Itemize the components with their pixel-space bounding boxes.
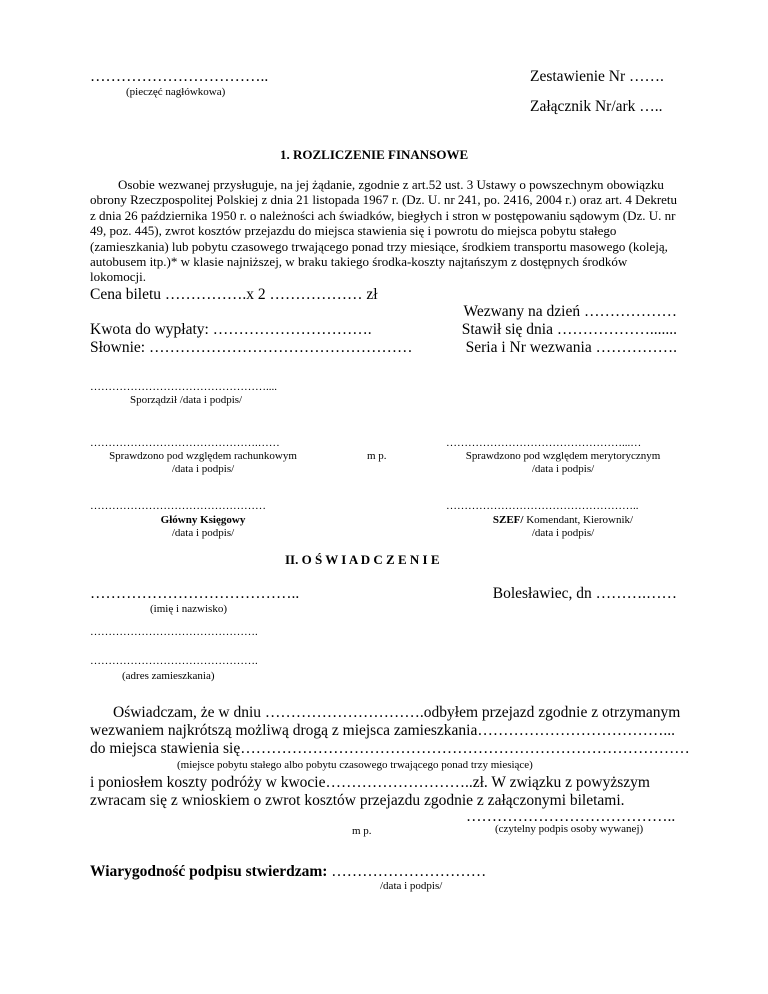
miejsce-label: (miejsce pobytu stałego albo pobytu czasowego trwającego ponad trzy miesiące) [177,759,533,771]
zestawienie-number: Zestawienie Nr ……. [530,68,664,85]
merytorycznie-dots: …………………………………………...… [446,437,642,449]
address-dots-2: ………………………………………. [90,655,258,667]
oswiadczam-line-1: Oświadczam, że w dniu ………………………….odbyłem przejazd zgodnie z otrzymanym [113,704,681,721]
zalacznik-number: Załącznik Nr/ark ….. [530,98,663,115]
stawil-sie-dnia: Stawił się dnia ………………....... [461,321,677,338]
oswiadczam-line-2: wezwaniem najkrótszą możliwą drogą z miejsca zamieszkania………………………………... [90,722,675,739]
szef-label [446,514,680,526]
szef-label-bold: SZEF/ [492,514,524,526]
wiarygodnosc-data-label: /data i podpis/ [380,880,443,892]
section2-title: II. O Ś W I A D C Z E N I E [285,552,440,567]
sporzadzil-label: Sporządził /data i podpis/ [130,394,243,406]
merytorycznie-data-label: /data i podpis/ [531,463,595,475]
name-label: (imię i nazwisko) [150,603,227,615]
signature-label: (czytelny podpis osoby wywanej) [495,823,644,835]
wiarygodnosc-line [90,863,486,881]
mp-stamp-2: m p. [352,825,372,837]
stamp-label: (pieczęć nagłówkowa) [126,86,226,98]
szef-data-label: /data i podpis/ [531,527,595,539]
poniosl-line-2: zwracam się z wnioskiem o zwrot kosztów przejazdu zgodnie z załączonymi biletami. [90,792,625,809]
poniosl-line-1: i poniosłem koszty podróży w kwocie………………………..zł. W związku z powyższym [90,774,650,791]
sporzadzil-dots: ………………………………………….... [90,381,277,393]
szef-label-rest: Komendant, Kierownik/ [523,514,634,526]
seria-nr-wezwania: Seria i Nr wezwania ……………. [465,339,677,356]
stamp-dots: …………………………….. [90,68,269,85]
ksiegowy-dots: ………………………………………… [90,500,266,512]
szef-dots: …………………………………………….. [446,500,639,512]
ksiegowy-label: Główny Księgowy [160,514,246,526]
place-date: Bolesławiec, dn ……….…… [492,585,677,602]
name-dots: ………………………………….. [90,585,300,602]
cena-biletu: Cena biletu …………….x 2 ……………… zł [90,286,378,303]
slownie: Słownie: …………………………………………… [90,339,413,356]
address-dots-1: ………………………………………. [90,626,258,638]
section1-title: 1. ROZLICZENIE FINANSOWE [280,147,469,162]
rachunkowo-dots: ……………………………………….…… [90,437,280,449]
ksiegowy-data-label: /data i podpis/ [171,527,235,539]
legal-paragraph: Osobie wezwanej przysługuje, na jej żądanie, zgodnie z art.52 ust. 3 Ustawy o powszechnym obowiązku obrony Rzeczpospolitej Polskiej z dnia 21 listopada 1967 r. (Dz. U. nr 241, po. 2416, 2004 r.) oraz art. 4 Dekretu z dnia 26 października 1950 r. o należności ach świadków, biegłych i stron w postępowaniu sądowym (Dz. U. nr 49, poz. 445), zwrot kosztów przejazdu do miejsca stawienia się i powrotu do miejsca pobytu stałego (zamieszkania) lub pobytu czasowego trwającego ponad trzy miesiące, środkiem transportu masowego (koleją, autobusem itp.)* w klasie najniższej, w braku takiego środka-koszty najtańszym z dostępnych środków lokomocji. [90,177,678,285]
wezwany-na-dzien: Wezwany na dzień ……………… [463,303,677,320]
merytorycznie-label: Sprawdzono pod względem merytorycznym [465,450,661,462]
address-label: (adres zamieszkania) [122,670,215,682]
mp-stamp-1: m p. [367,450,387,462]
signature-dots: ………………………………….. [466,808,676,825]
rachunkowo-label: Sprawdzono pod względem rachunkowym [109,450,297,462]
rachunkowo-data-label: /data i podpis/ [171,463,235,475]
wiarygodnosc-label: Wiarygodność podpisu stwierdzam: [90,863,328,880]
oswiadczam-line-3: do miejsca stawienia się…………………………………………………………………………… [90,740,690,757]
wiarygodnosc-dots: ………………………… [327,863,487,880]
kwota-do-wyplaty: Kwota do wypłaty: …………………………. [90,321,372,338]
